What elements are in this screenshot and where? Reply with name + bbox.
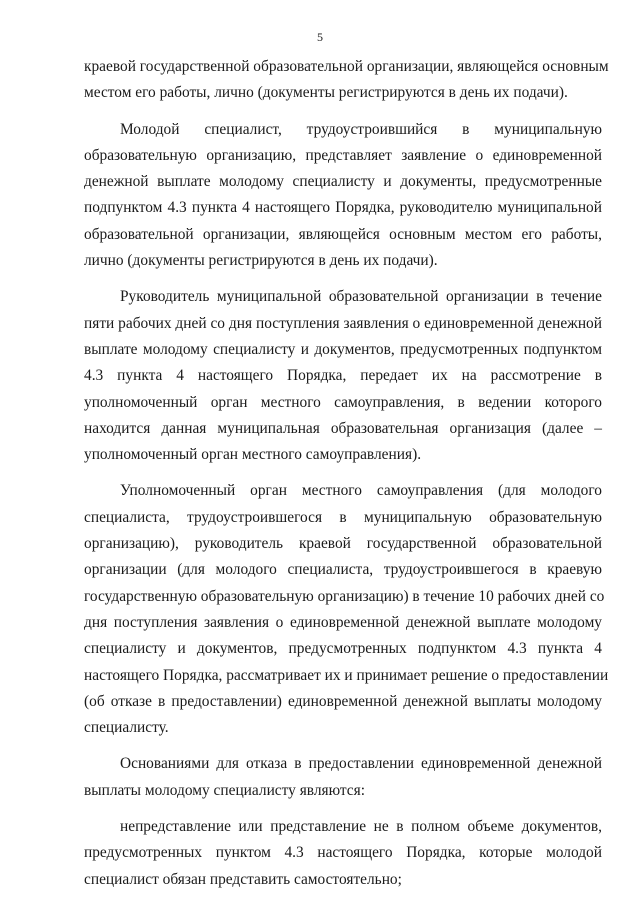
text-line: образовательной организации, являющейся основным местом его работы, [84,225,602,243]
text-line: (об отказе в предоставлении) единовременной денежной выплаты молодому [84,692,602,710]
text-line: 4.3 пункта 4 настоящего Порядка, передает их на рассмотрение в [84,367,602,385]
text-line: Молодой специалист, трудоустроившийся в муниципальную [120,120,602,138]
text-line: местом его работы, лично (документы регистрируются в день их подачи). [84,84,568,102]
document-body [84,54,609,893]
text-line: непредставление или представление не в полном объеме документов, [120,818,602,836]
text-line: уполномоченный орган местного самоуправления). [84,446,422,464]
paragraph-1 [84,54,609,107]
text-line: находится данная муниципальная образовательная организация (далее – [84,419,602,437]
paragraph-2 [84,117,602,275]
text-line: дня поступления заявления о единовременной денежной выплате молодому [84,613,602,631]
text-line: пяти рабочих дней со дня поступления заявления о единовременной денежной [84,314,602,332]
text-line: выплаты молодому специалисту являются: [84,781,365,799]
text-line: денежной выплате молодому специалисту и документы, предусмотренные [84,173,602,191]
text-line: организацию), руководитель краевой государственной образовательной [84,535,602,553]
text-line: специалиста, трудоустроившегося в муниципальную образовательную [84,508,602,526]
text-line: государственную образовательную организацию) в течение 10 рабочих дней со [84,587,605,605]
text-line: специалисту и документов, предусмотренных подпунктом 4.3 пункта 4 [84,640,602,658]
text-line: образовательную организацию, представляет заявление о единовременной [84,146,602,164]
text-line: подпунктом 4.3 пункта 4 настоящего Порядка, руководителю муниципальной [84,199,602,217]
page-number: 5 [317,30,323,44]
text-line: организации (для молодого специалиста, трудоустроившегося в краевую [84,561,602,579]
paragraph-5 [84,751,602,804]
text-line: настоящего Порядка, рассматривает их и принимает решение о предоставлении [84,666,609,684]
text-line: лично (документы регистрируются в день их подачи). [84,252,438,270]
text-line: Основаниями для отказа в предоставлении единовременной денежной [120,755,602,773]
text-line: специалист обязан представить самостоятельно; [84,870,402,888]
text-line: краевой государственной образовательной организации, являющейся основным [84,58,609,75]
paragraph-3 [84,284,602,468]
text-line: специалисту. [84,719,169,737]
text-line: предусмотренных пунктом 4.3 настоящего Порядка, которые молодой [84,844,602,862]
text-line: Руководитель муниципальной образовательной организации в течение [120,288,602,306]
text-line: уполномоченный орган местного самоуправления, в ведении которого [84,393,602,411]
paragraph-4 [84,478,609,741]
text-line: выплате молодому специалисту и документов, предусмотренных подпунктом [84,340,602,358]
text-line: Уполномоченный орган местного самоуправления (для молодого [120,482,602,500]
paragraph-6 [84,814,602,893]
